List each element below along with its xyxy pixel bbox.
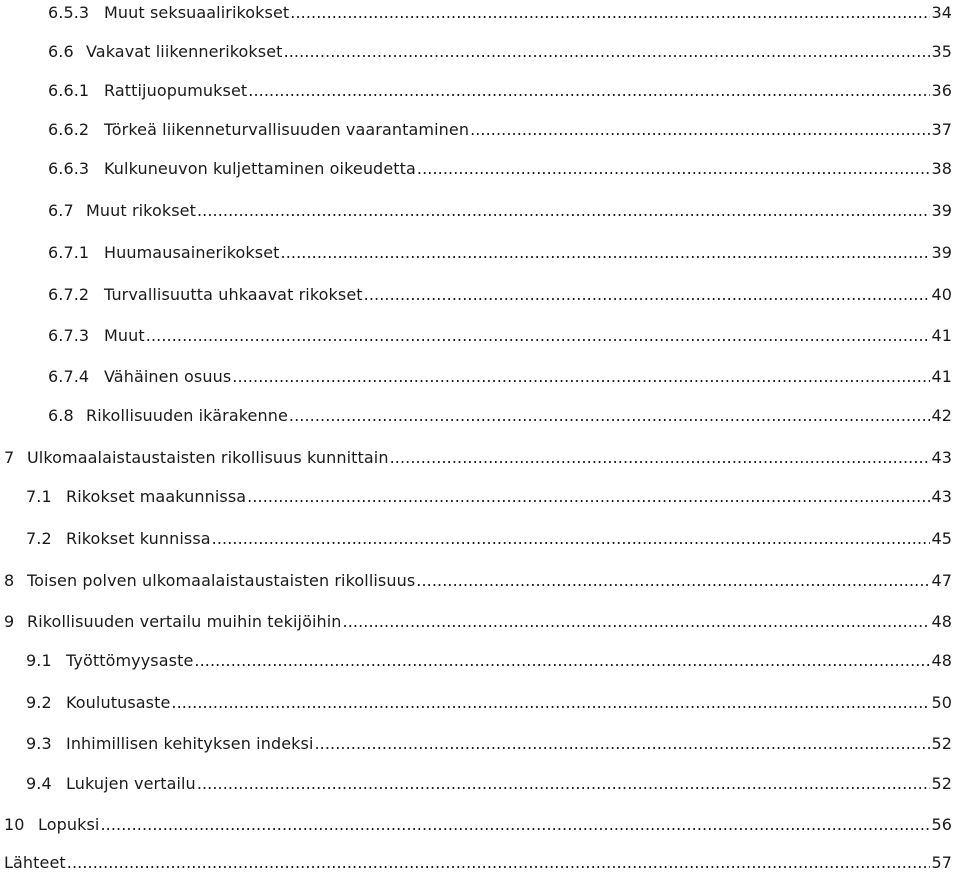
toc-entry-number: 9	[4, 612, 15, 631]
toc-dot-leader	[281, 240, 931, 266]
toc-entry-title: Törkeä liikenneturvallisuuden vaarantaminen	[104, 120, 470, 139]
toc-dot-leader	[197, 198, 930, 224]
toc-dot-leader	[416, 568, 930, 594]
toc-entry-number: 6.6.3	[48, 159, 90, 178]
toc-entry-number: 9.1	[26, 651, 52, 670]
toc-dot-leader	[417, 156, 931, 182]
toc-entry-title: Lopuksi	[38, 815, 100, 834]
toc-entry-title: Kulkuneuvon kuljettaminen oikeudetta	[104, 159, 416, 178]
toc-entry-number: 6.7.1	[48, 243, 90, 262]
toc-dot-leader	[284, 39, 931, 65]
toc-entry-page: 57	[931, 853, 952, 872]
toc-entry-number: 9.3	[26, 734, 52, 753]
toc-dot-leader	[197, 771, 931, 797]
toc-dot-leader	[390, 445, 931, 471]
toc-entry-page: 35	[931, 42, 952, 61]
toc-entry-page: 41	[931, 367, 952, 386]
toc-entry-title: Ulkomaalaistaustaisten rikollisuus kunnittain	[27, 448, 389, 467]
toc-entry-number: 6.7	[48, 201, 74, 220]
toc-entry[interactable]	[48, 323, 952, 349]
toc-entry-page: 52	[931, 774, 952, 793]
toc-entry[interactable]	[48, 78, 952, 104]
toc-entry-title: Koulutusaste	[66, 693, 171, 712]
toc-entry-page: 56	[931, 815, 952, 834]
toc-entry-title: Rikokset maakunnissa	[66, 487, 247, 506]
toc-entry-number: 6.7.3	[48, 326, 90, 345]
toc-entry[interactable]	[4, 568, 952, 594]
toc-entry[interactable]	[26, 771, 952, 797]
toc-entry[interactable]	[48, 198, 952, 224]
toc-entry-title: Muut rikokset	[86, 201, 196, 220]
toc-entry-page: 34	[931, 3, 952, 22]
toc-entry-page: 48	[931, 651, 952, 670]
toc-entry-page: 39	[931, 201, 952, 220]
toc-entry-page: 50	[931, 693, 952, 712]
toc-entry-title: Rikollisuuden ikärakenne	[86, 406, 288, 425]
toc-entry[interactable]	[4, 445, 952, 471]
toc-dot-leader	[232, 364, 930, 390]
toc-entry-page: 42	[931, 406, 952, 425]
toc-dot-leader	[289, 403, 931, 429]
toc-entry-title: Rikollisuuden vertailu muihin tekijöihin	[27, 612, 342, 631]
toc-entry[interactable]	[26, 648, 952, 674]
toc-dot-leader	[194, 648, 930, 674]
toc-entry-number: 6.6	[48, 42, 74, 61]
toc-entry[interactable]	[48, 39, 952, 65]
toc-entry[interactable]	[48, 0, 952, 26]
toc-entry-number: 6.6.1	[48, 81, 90, 100]
toc-entry[interactable]	[48, 240, 952, 266]
toc-entry-number: 7.1	[26, 487, 52, 506]
toc-entry-title: Lukujen vertailu	[66, 774, 196, 793]
toc-entry[interactable]	[48, 364, 952, 390]
toc-entry-title: Muut	[104, 326, 145, 345]
toc-dot-leader	[212, 526, 931, 552]
toc-entry[interactable]	[4, 850, 952, 876]
toc-entry-page: 39	[931, 243, 952, 262]
toc-entry-title: Toisen polven ulkomaalaistaustaisten rikollisuus	[27, 571, 416, 590]
toc-entry-page: 37	[931, 120, 952, 139]
toc-entry-title: Lähteet	[4, 853, 66, 872]
toc-entry-page: 43	[931, 487, 952, 506]
toc-dot-leader	[100, 812, 930, 838]
toc-entry-title: Rattijuopumukset	[104, 81, 248, 100]
toc-entry-page: 52	[931, 734, 952, 753]
toc-entry[interactable]	[4, 812, 952, 838]
toc-entry-title: Muut seksuaalirikokset	[104, 3, 290, 22]
toc-entry-title: Työttömyysaste	[66, 651, 194, 670]
toc-entry-page: 48	[931, 612, 952, 631]
toc-entry-title: Inhimillisen kehityksen indeksi	[66, 734, 314, 753]
toc-entry-number: 6.7.4	[48, 367, 90, 386]
toc-entry-title: Huumausainerikokset	[104, 243, 280, 262]
toc-entry-title: Vähäinen osuus	[104, 367, 232, 386]
toc-entry[interactable]	[26, 526, 952, 552]
toc-entry-number: 9.2	[26, 693, 52, 712]
toc-dot-leader	[146, 323, 931, 349]
toc-entry-number: 8	[4, 571, 15, 590]
toc-entry-number: 6.6.2	[48, 120, 90, 139]
toc-entry-number: 7	[4, 448, 15, 467]
toc-entry-page: 36	[931, 81, 952, 100]
toc-entry-page: 47	[931, 571, 952, 590]
toc-entry-page: 38	[931, 159, 952, 178]
toc-entry-number: 7.2	[26, 529, 52, 548]
toc-dot-leader	[247, 484, 930, 510]
toc-entry-page: 40	[931, 285, 952, 304]
toc-dot-leader	[343, 609, 931, 635]
toc-entry[interactable]	[4, 609, 952, 635]
toc-entry-page: 43	[931, 448, 952, 467]
toc-entry-number: 6.5.3	[48, 3, 90, 22]
toc-entry-number: 9.4	[26, 774, 52, 793]
toc-entry[interactable]	[48, 403, 952, 429]
toc-entry-title: Turvallisuutta uhkaavat rikokset	[104, 285, 363, 304]
toc-dot-leader	[248, 78, 930, 104]
toc-entry[interactable]	[48, 282, 952, 308]
toc-entry-number: 6.7.2	[48, 285, 90, 304]
toc-entry[interactable]	[26, 731, 952, 757]
toc-dot-leader	[315, 731, 931, 757]
toc-entry-number: 10	[4, 815, 25, 834]
toc-dot-leader	[171, 690, 930, 716]
toc-entry-number: 6.8	[48, 406, 74, 425]
toc-dot-leader	[470, 117, 930, 143]
toc-entry[interactable]	[48, 156, 952, 182]
toc-entry[interactable]	[26, 690, 952, 716]
toc-entry-title: Rikokset kunnissa	[66, 529, 211, 548]
toc-entry-page: 41	[931, 326, 952, 345]
toc-entry[interactable]	[48, 117, 952, 143]
toc-dot-leader	[67, 850, 931, 876]
toc-entry[interactable]	[26, 484, 952, 510]
toc-entry-page: 45	[931, 529, 952, 548]
toc-dot-leader	[290, 0, 930, 26]
toc-entry-title: Vakavat liikennerikokset	[86, 42, 283, 61]
toc-dot-leader	[364, 282, 931, 308]
